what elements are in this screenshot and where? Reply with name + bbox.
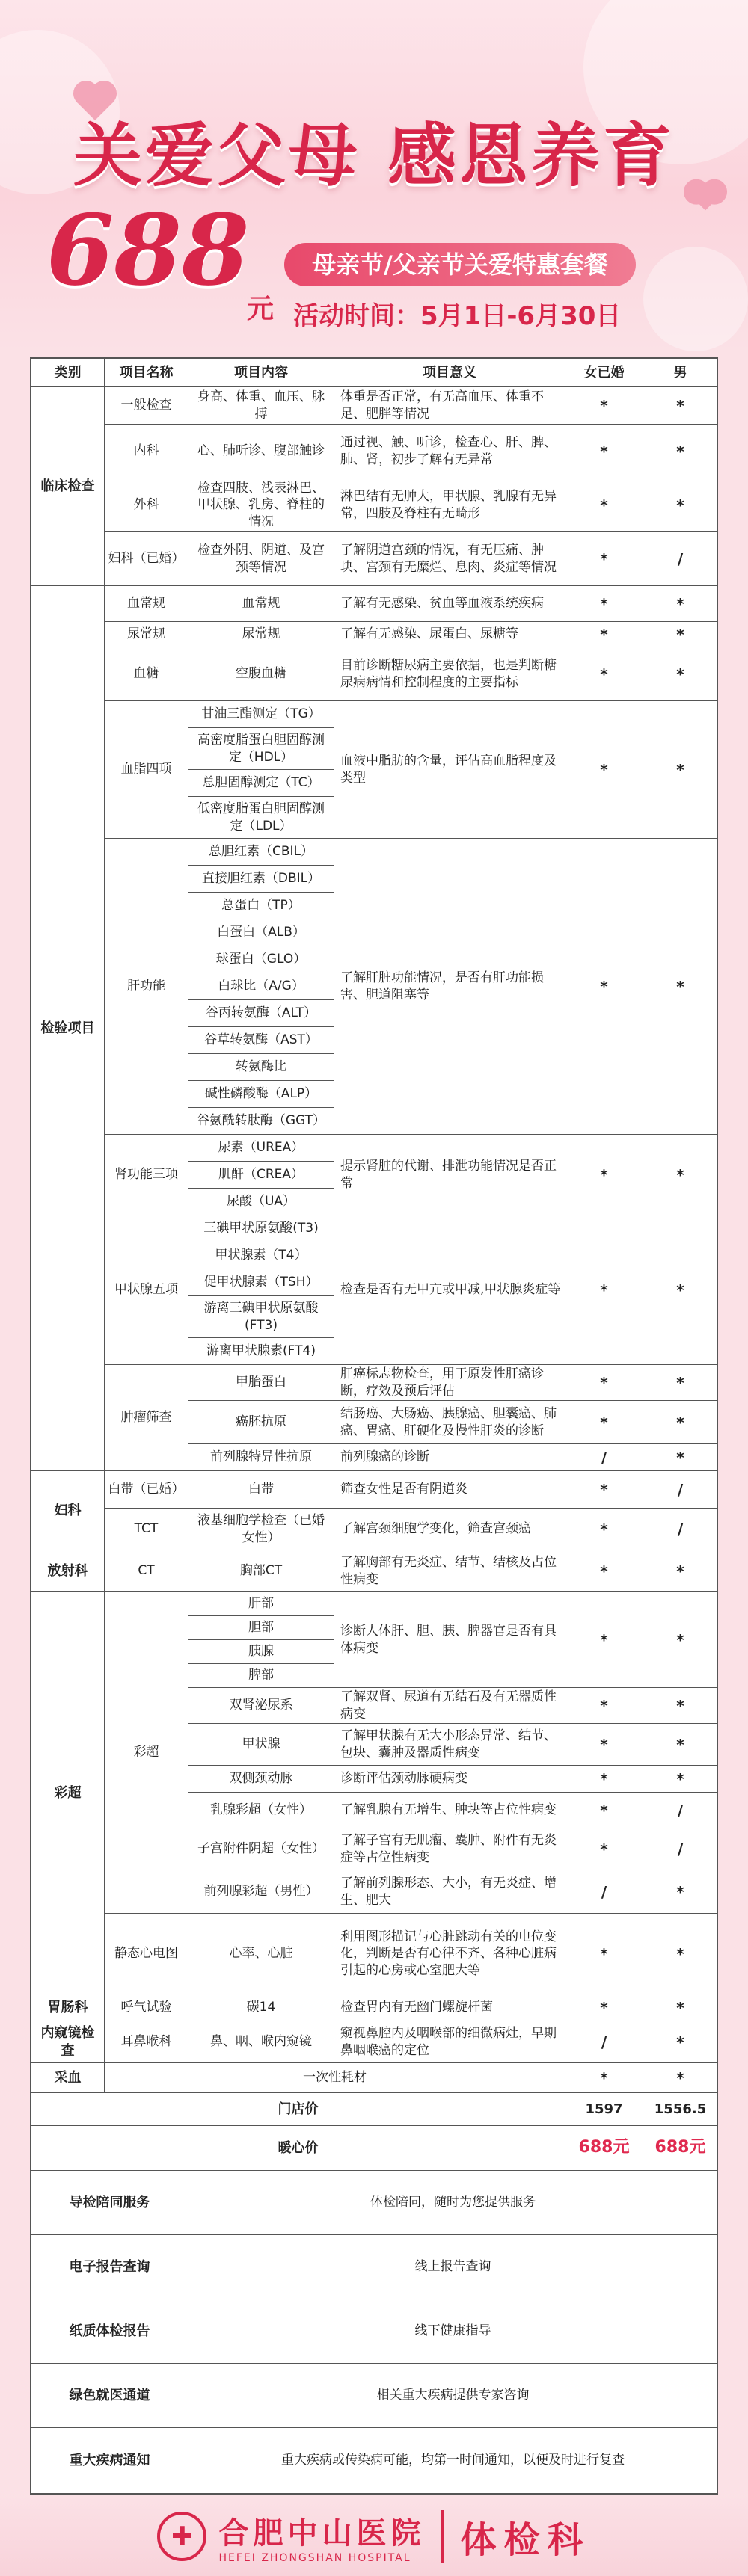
gynecology-exam-meaning: 了解阴道宫颈的情况，有无压痛、肿块、宫颈有无糜烂、息肉、炎症等情况 [334,532,565,586]
ent-endoscope-name: 耳鼻喉科 [105,2021,188,2063]
consumables-female: * [565,2063,643,2093]
category-gastro: 胃肠科 [31,1994,105,2021]
service-desc: 体检陪同，随时为您提供服务 [188,2171,718,2235]
internal-med-content: 心、肺听诊、腹部触诊 [188,425,334,478]
service-desc: 相关重大疾病提供专家咨询 [188,2364,718,2428]
bokeh-decoration [643,247,748,351]
category-blood: 采血 [31,2063,105,2093]
ultrasound-item: 子宫附件阴超（女性） [188,1828,334,1870]
tct-male: / [643,1509,718,1550]
ecg-male: * [643,1914,718,1994]
lipid-panel-item: 低密度脂蛋白胆固醇测定（LDL） [188,797,334,839]
activity-time: 活动时间：5月1日-6月30日 [293,301,622,331]
thyroid-panel-name: 甲状腺五项 [105,1215,188,1365]
ultrasound-male: / [643,1828,718,1870]
store-price-label: 门店价 [31,2093,565,2126]
ultrasound-abdomen-item: 胆部 [188,1616,334,1640]
lipid-panel-name: 血脂四项 [105,701,188,839]
hospital-name-en: HEFEI ZHONGSHAN HOSPITAL [218,2551,411,2564]
internal-med-meaning: 通过视、触、听诊，检查心、肝、脾、肺、肾，初步了解有无异常 [334,425,565,478]
tumor-item: 癌胚抗原 [188,1401,334,1444]
tct-content: 液基细胞学检查（已婚女性） [188,1509,334,1550]
category-lab: 检验项目 [31,586,105,1471]
tumor-female: / [565,1444,643,1471]
lipid-panel-item: 高密度脂蛋白胆固醇测定（HDL） [188,728,334,770]
lipid-panel-item: 总胆固醇测定（TC） [188,770,334,797]
internal-med-female: * [565,425,643,478]
chest-ct-name: CT [105,1550,188,1592]
tumor-male: * [643,1365,718,1401]
tumor-meaning: 前列腺癌的诊断 [334,1444,565,1471]
leukorrhea-meaning: 筛查女性是否有阴道炎 [334,1471,565,1509]
warm-price-female: 688元 [565,2126,643,2171]
breath-test-meaning: 检查胃内有无幽门螺旋杆菌 [334,1994,565,2021]
ultrasound-meaning: 了解子宫有无肌瘤、囊肿、附件有无炎症等占位性病变 [334,1828,565,1870]
tumor-female: * [565,1401,643,1444]
store-price-female: 1597 [565,2093,643,2126]
surgery-male: * [643,478,718,532]
blood-sugar-male: * [643,647,718,701]
service-name: 重大疾病通知 [31,2428,188,2494]
internal-med-name: 内科 [105,425,188,478]
footer-divider [441,2510,444,2563]
kidney-function-item: 尿酸（UA） [188,1189,334,1215]
hospital-logo-icon: ✚ [157,2512,206,2561]
kidney-function-male: * [643,1135,718,1215]
tct-meaning: 了解宫颈细胞学变化，筛查宫颈癌 [334,1509,565,1550]
ultrasound-abdomen-female: * [565,1592,643,1688]
ultrasound-female: * [565,1724,643,1766]
header-cell: 男 [643,359,718,387]
blood-routine-meaning: 了解有无感染、贫血等血液系统疾病 [334,586,565,622]
department-name: 体检科 [460,2518,591,2561]
urine-routine-name: 尿常规 [105,622,188,647]
general-exam-male: * [643,387,718,425]
service-name: 纸质体检报告 [31,2299,188,2364]
ultrasound-female: * [565,1828,643,1870]
tumor-meaning: 结肠癌、大肠癌、胰腺癌、胆囊癌、肺癌、胃癌、肝硬化及慢性肝炎的诊断 [334,1401,565,1444]
gynecology-exam-content: 检查外阴、阴道、及宫颈等情况 [188,532,334,586]
tumor-meaning: 肝癌标志物检查，用于原发性肝癌诊断，疗效及预后评估 [334,1365,565,1401]
header-cell: 项目内容 [188,359,334,387]
ecg-name: 静态心电图 [105,1914,188,1994]
leukorrhea-male: / [643,1471,718,1509]
general-exam-content: 身高、体重、血压、脉搏 [188,387,334,425]
liver-function-item: 白蛋白（ALB） [188,919,334,946]
ultrasound-male: * [643,1766,718,1793]
ecg-meaning: 利用图形描记与心脏跳动有关的电位变化，判断是否有心律不齐、各种心脏病引起的心房或心室肥大等 [334,1914,565,1994]
gynecology-exam-female: * [565,532,643,586]
urine-routine-meaning: 了解有无感染、尿蛋白、尿糖等 [334,622,565,647]
gynecology-exam-male: / [643,532,718,586]
ultrasound-meaning: 了解乳腺有无增生、肿块等占位性病变 [334,1793,565,1828]
kidney-function-name: 肾功能三项 [105,1135,188,1215]
ent-endoscope-male: * [643,2021,718,2063]
service-name: 绿色就医通道 [31,2364,188,2428]
tumor-screening-name: 肿瘤筛查 [105,1365,188,1471]
ent-endoscope-female: / [565,2021,643,2063]
ent-endoscope-content: 鼻、咽、喉内窥镜 [188,2021,334,2063]
ultrasound-item: 双肾泌尿系 [188,1688,334,1724]
warm-price-male: 688元 [643,2126,718,2171]
blood-sugar-female: * [565,647,643,701]
ultrasound-female: / [565,1870,643,1914]
urine-routine-male: * [643,622,718,647]
lipid-panel-female: * [565,701,643,839]
general-exam-name: 一般检查 [105,387,188,425]
blood-sugar-content: 空腹血糖 [188,647,334,701]
thyroid-panel-meaning: 检查是否有无甲亢或甲减,甲状腺炎症等 [334,1215,565,1365]
tumor-male: * [643,1444,718,1471]
kidney-function-meaning: 提示肾脏的代谢、排泄功能情况是否正常 [334,1135,565,1215]
hospital-name [218,2509,425,2564]
urine-routine-female: * [565,622,643,647]
liver-function-item: 谷草转氨酶（AST） [188,1027,334,1054]
ultrasound-meaning: 诊断评估颈动脉硬病变 [334,1766,565,1793]
thyroid-panel-item: 促甲状腺素（TSH） [188,1269,334,1296]
header-cell: 女已婚 [565,359,643,387]
ultrasound-female: * [565,1793,643,1828]
service-desc: 重大疾病或传染病可能，均第一时间通知，以便及时进行复查 [188,2428,718,2494]
thyroid-panel-item: 游离三碘甲状原氨酸(FT3) [188,1296,334,1338]
liver-function-item: 碱性磷酸酶（ALP） [188,1081,334,1108]
liver-function-item: 白球比（A/G） [188,973,334,1000]
surgery-name: 外科 [105,478,188,532]
ultrasound-meaning: 了解甲状腺有无大小形态异常、结节、包块、囊肿及器质性病变 [334,1724,565,1766]
header-cell: 类别 [31,359,105,387]
general-exam-meaning: 体重是否正常，有无高血压、体重不足、肥胖等情况 [334,387,565,425]
ultrasound-male: * [643,1870,718,1914]
ultrasound-item: 前列腺彩超（男性） [188,1870,334,1914]
surgery-content: 检查四肢、浅表淋巴、甲状腺、乳房、脊柱的情况 [188,478,334,532]
thyroid-panel-female: * [565,1215,643,1365]
lipid-panel-item: 甘油三酯测定（TG） [188,701,334,728]
ultrasound-male: / [643,1793,718,1828]
ultrasound-item: 双侧颈动脉 [188,1766,334,1793]
blood-routine-female: * [565,586,643,622]
kidney-function-female: * [565,1135,643,1215]
category-gynecology: 妇科 [31,1471,105,1550]
liver-function-item: 谷氨酰转肽酶（GGT） [188,1108,334,1135]
category-endoscope: 内窥镜检查 [31,2021,105,2063]
ultrasound-item: 乳腺彩超（女性） [188,1793,334,1828]
thyroid-panel-item: 游离甲状腺素(FT4) [188,1338,334,1365]
liver-function-item: 转氨酶比 [188,1054,334,1081]
ultrasound-abdomen-meaning: 诊断人体肝、胆、胰、脾器官是否有具体病变 [334,1592,565,1688]
ultrasound-female: * [565,1688,643,1724]
lipid-panel-male: * [643,701,718,839]
ultrasound-male: * [643,1688,718,1724]
ultrasound-abdomen-male: * [643,1592,718,1688]
urine-routine-content: 尿常规 [188,622,334,647]
warm-price-label: 暖心价 [31,2126,565,2171]
ultrasound-male: * [643,1724,718,1766]
header-cell: 项目意义 [334,359,565,387]
ultrasound-meaning: 了解双肾、尿道有无结石及有无器质性病变 [334,1688,565,1724]
leukorrhea-female: * [565,1471,643,1509]
blood-routine-male: * [643,586,718,622]
gynecology-exam-name: 妇科（已婚） [105,532,188,586]
tumor-female: * [565,1365,643,1401]
package-table [30,357,718,2495]
footer [0,2497,748,2576]
ultrasound-abdomen-item: 肝部 [188,1592,334,1616]
ent-endoscope-meaning: 窥视鼻腔内及咽喉部的细微病灶，早期鼻咽喉癌的定位 [334,2021,565,2063]
kidney-function-item: 肌酐（CREA） [188,1162,334,1189]
blood-sugar-name: 血糖 [105,647,188,701]
consumables: 一次性耗材 [105,2063,565,2093]
liver-function-item: 总胆红素（CBIL） [188,839,334,866]
chest-ct-content: 胸部CT [188,1550,334,1592]
ultrasound-name: 彩超 [105,1592,188,1914]
hospital-name-cn: 合肥中山医院 [218,2515,426,2551]
blood-routine-content: 血常规 [188,586,334,622]
thyroid-panel-male: * [643,1215,718,1365]
banner-price-unit: 元 [247,294,275,324]
liver-function-male: * [643,839,718,1135]
leukorrhea-content: 白带 [188,1471,334,1509]
breath-test-name: 呼气试验 [105,1994,188,2021]
tumor-item: 前列腺特异性抗原 [188,1444,334,1471]
liver-function-name: 肝功能 [105,839,188,1135]
breath-test-female: * [565,1994,643,2021]
breath-test-content: 碳14 [188,1994,334,2021]
ultrasound-item: 甲状腺 [188,1724,334,1766]
service-desc: 线上报告查询 [188,2235,718,2299]
general-exam-female: * [565,387,643,425]
lipid-panel-meaning: 血液中脂肪的含量，评估高血脂程度及类型 [334,701,565,839]
tct-female: * [565,1509,643,1550]
service-name: 电子报告查询 [31,2235,188,2299]
store-price-male: 1556.5 [643,2093,718,2126]
category-clinical: 临床检查 [31,387,105,586]
liver-function-item: 直接胆红素（DBIL） [188,866,334,893]
ecg-content: 心率、心脏 [188,1914,334,1994]
ultrasound-meaning: 了解前列腺形态、大小，有无炎症、增生、肥大 [334,1870,565,1914]
tumor-male: * [643,1401,718,1444]
blood-routine-name: 血常规 [105,586,188,622]
consumables-male: * [643,2063,718,2093]
tumor-item: 甲胎蛋白 [188,1365,334,1401]
surgery-meaning: 淋巴结有无肿大，甲状腺、乳腺有无异常，四肢及脊柱有无畸形 [334,478,565,532]
chest-ct-male: * [643,1550,718,1592]
surgery-female: * [565,478,643,532]
thyroid-panel-item: 三碘甲状原氨酸(T3) [188,1215,334,1242]
liver-function-meaning: 了解肝脏功能情况，是否有肝功能损害、胆道阻塞等 [334,839,565,1135]
chest-ct-meaning: 了解胸部有无炎症、结节、结核及占位性病变 [334,1550,565,1592]
chest-ct-female: * [565,1550,643,1592]
banner-title: 关爱父母 感恩养育 [73,116,675,196]
package-name: 母亲节/父亲节关爱特惠套餐 [284,243,636,286]
internal-med-male: * [643,425,718,478]
liver-function-female: * [565,839,643,1135]
banner-price: 688 [46,193,250,307]
liver-function-item: 谷丙转氨酶（ALT） [188,1000,334,1027]
thyroid-panel-item: 甲状腺素（T4） [188,1242,334,1269]
hero-banner [0,0,748,351]
header-cell: 项目名称 [105,359,188,387]
ultrasound-female: * [565,1766,643,1793]
liver-function-item: 总蛋白（TP） [188,893,334,919]
leukorrhea-name: 白带（已婚） [105,1471,188,1509]
liver-function-item: 球蛋白（GLO） [188,946,334,973]
ultrasound-abdomen-item: 脾部 [188,1664,334,1688]
ultrasound-abdomen-item: 胰腺 [188,1640,334,1664]
service-desc: 线下健康指导 [188,2299,718,2364]
category-ultrasound: 彩超 [31,1592,105,1994]
kidney-function-item: 尿素（UREA） [188,1135,334,1162]
category-radiology: 放射科 [31,1550,105,1592]
breath-test-male: * [643,1994,718,2021]
tct-name: TCT [105,1509,188,1550]
service-name: 导检陪同服务 [31,2171,188,2235]
ecg-female: * [565,1914,643,1994]
blood-sugar-meaning: 目前诊断糖尿病主要依据，也是判断糖尿病病情和控制程度的主要指标 [334,647,565,701]
